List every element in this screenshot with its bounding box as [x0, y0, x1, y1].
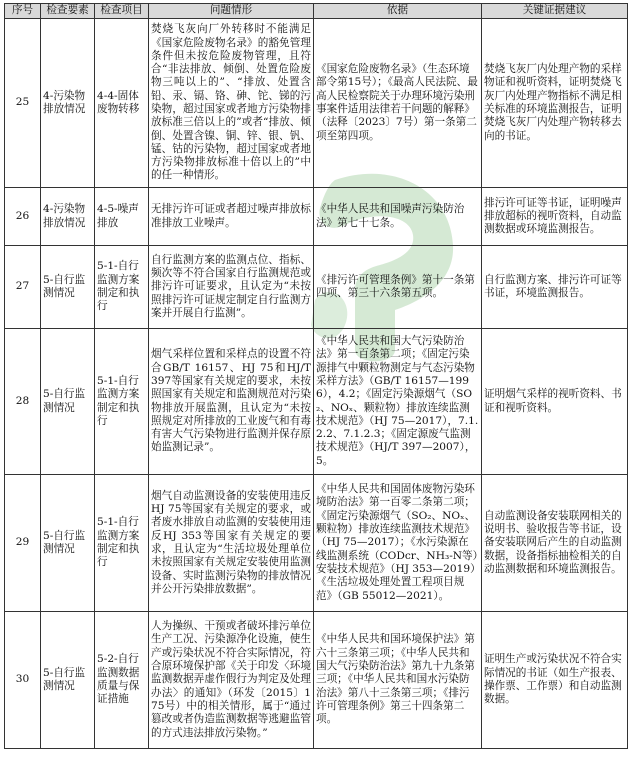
table-row	[5, 329, 628, 475]
row-no: 30	[5, 612, 41, 749]
row-basis: 《中华人民共和国环境保护法》第六十三条第三项；《中华人民共和国大气污染防治法》第九十九条第三项；《中华人民共和国水污染防治法》第八十三条第三项；《排污许可管理条例》第三十四条第二项。	[314, 612, 482, 749]
row-problem: 焚烧飞灰向厂外转移时不能满足《国家危险废物名录》的豁免管理条件但未按危险废物管理，且符合“非法排放、倾倒、处置危险废物三吨以上的”、“排放、处置含铅、汞、镉、铬、砷、铊、锑的污染物，超过国家或者地方污染物排放标准三倍以上的”或者“排放、倾倒、处置含镍、铜、锌、银、钒、锰、钴的污染物，超过国家或者地方污染物排放标准十倍以上的”中的任一种情形。	[149, 19, 314, 188]
row-item: 5-1-自行监测方案制定和执行	[95, 475, 149, 612]
row-problem: 烟气采样位置和采样点的设置不符合GB/T 16157、HJ 75和HJ/T 397等国家有关规定的要求，未按照国家有关规定和监测规范对污染物排放开展监测，且认定为“未按照规定对所排放的工业废气和有毒有害大气污染物进行监测并保存原始监测记录”。	[149, 329, 314, 475]
row-item: 4-4-固体废物转移	[95, 19, 149, 188]
row-problem: 自行监测方案的监测点位、指标、频次等不符合国家自行监测规范或排污许可证要求，且认定为“未按照排污许可证规定制定自行监测方案并开展自行监测”。	[149, 246, 314, 329]
inspection-table	[4, 3, 628, 749]
row-problem: 烟气自动监测设备的安装使用违反HJ 75等国家有关规定的要求，或者废水排放自动监测的安装使用违反HJ 353等国家有关规定的要求，且认定为“生活垃圾处理单位未按照国家有关规定安装使用监测设备、实时监测污染物的排放情况并公开污染排放数据”。	[149, 475, 314, 612]
row-basis: 《排污许可管理条例》第十一条第四项、第三十六条第五项。	[314, 246, 482, 329]
row-no: 27	[5, 246, 41, 329]
table-header-row	[5, 4, 628, 19]
row-item: 4-5-噪声排放	[95, 188, 149, 246]
row-element: 5-自行监测情况	[41, 246, 95, 329]
row-evidence: 排污许可证等书证，证明噪声排放超标的视听资料，自动监测数据或环境监测报告。	[482, 188, 628, 246]
row-problem: 人为操纵、干预或者破坏排污单位生产工况、污染源净化设施，使生产或污染状况不符合实际情况，符合原环境保护部《关于印发〈环境监测数据弄虚作假行为判定及处理办法〉的通知》（环发〔2015〕175号）中的相关情形，属于“通过篡改或者伪造监测数据等逃避监管的方式违法排放污染物。”	[149, 612, 314, 749]
row-element: 5-自行监测情况	[41, 475, 95, 612]
row-evidence: 自动监测设备安装联网相关的说明书、验收报告等书证，设备安装联网后产生的自动监测数据，设备指标抽检相关的自动监测数据和环境监测报告。	[482, 475, 628, 612]
table-row	[5, 246, 628, 329]
header-no: 序号	[5, 4, 41, 19]
header-item: 检查项目	[95, 4, 149, 19]
header-basis: 依据	[314, 4, 482, 19]
header-element: 检查要素	[41, 4, 95, 19]
header-problem: 问题情形	[149, 4, 314, 19]
row-basis: 《国家危险废物名录》（生态环境部令第15号）；《最高人民法院、最高人民检察院关于办理环境污染刑事案件适用法律若干问题的解释》（法释〔2023〕7号）第一条第二项至第四项。	[314, 19, 482, 188]
row-basis: 《中华人民共和国噪声污染防治法》第七十七条。	[314, 188, 482, 246]
row-element: 5-自行监测情况	[41, 612, 95, 749]
row-no: 28	[5, 329, 41, 475]
row-element: 4-污染物排放情况	[41, 19, 95, 188]
row-basis: 《中华人民共和国固体废物污染环境防治法》第一百零二条第二项；《固定污染源烟气（SO₂、NOₓ、颗粒物）排放连续监测技术规范》（HJ 75—2017）；《水污染源在线监测系统（CODcr、NH₃-N等）安装技术规范》（HJ 353—2019）《生活垃圾处理处置工程项目规范》（GB 55012—2021）。	[314, 475, 482, 612]
row-no: 25	[5, 19, 41, 188]
table-row	[5, 19, 628, 188]
row-item: 5-1-自行监测方案制定和执行	[95, 246, 149, 329]
row-element: 4-污染物排放情况	[41, 188, 95, 246]
row-no: 26	[5, 188, 41, 246]
row-element: 5-自行监测情况	[41, 329, 95, 475]
row-item: 5-2-自行监测数据质量与保证措施	[95, 612, 149, 749]
row-item: 5-1-自行监测方案制定和执行	[95, 329, 149, 475]
row-evidence: 焚烧飞灰厂内处理产物的采样物证和视听资料，证明焚烧飞灰厂内处理产物指标不满足相关标准的环境监测报告，证明焚烧飞灰厂内处理产物转移去向的书证。	[482, 19, 628, 188]
row-evidence: 自行监测方案、排污许可证等书证，环境监测报告。	[482, 246, 628, 329]
table-row	[5, 188, 628, 246]
row-evidence: 证明烟气采样的视听资料、书证和视听资料。	[482, 329, 628, 475]
row-problem: 无排污许可证或者超过噪声排放标准排放工业噪声。	[149, 188, 314, 246]
row-basis: 《中华人民共和国大气污染防治法》第一百条第二项；《固定污染源排气中颗粒物测定与气态污染物采样方法》（GB/T 16157—1996），4.2；《固定污染源烟气（SO₂、NOₓ、颗粒物）排放连续监测技术规范》（HJ 75—2017），7.1.2.2、7.1.2.3；《固定源废气监测技术规范》（HJ/T 397—2007），5。	[314, 329, 482, 475]
table-row	[5, 612, 628, 749]
row-no: 29	[5, 475, 41, 612]
row-evidence: 证明生产或污染状况不符合实际情况的书证（如生产报表、操作票、工作票）和自动监测数据。	[482, 612, 628, 749]
table-row	[5, 475, 628, 612]
header-evidence: 关键证据建议	[482, 4, 628, 19]
